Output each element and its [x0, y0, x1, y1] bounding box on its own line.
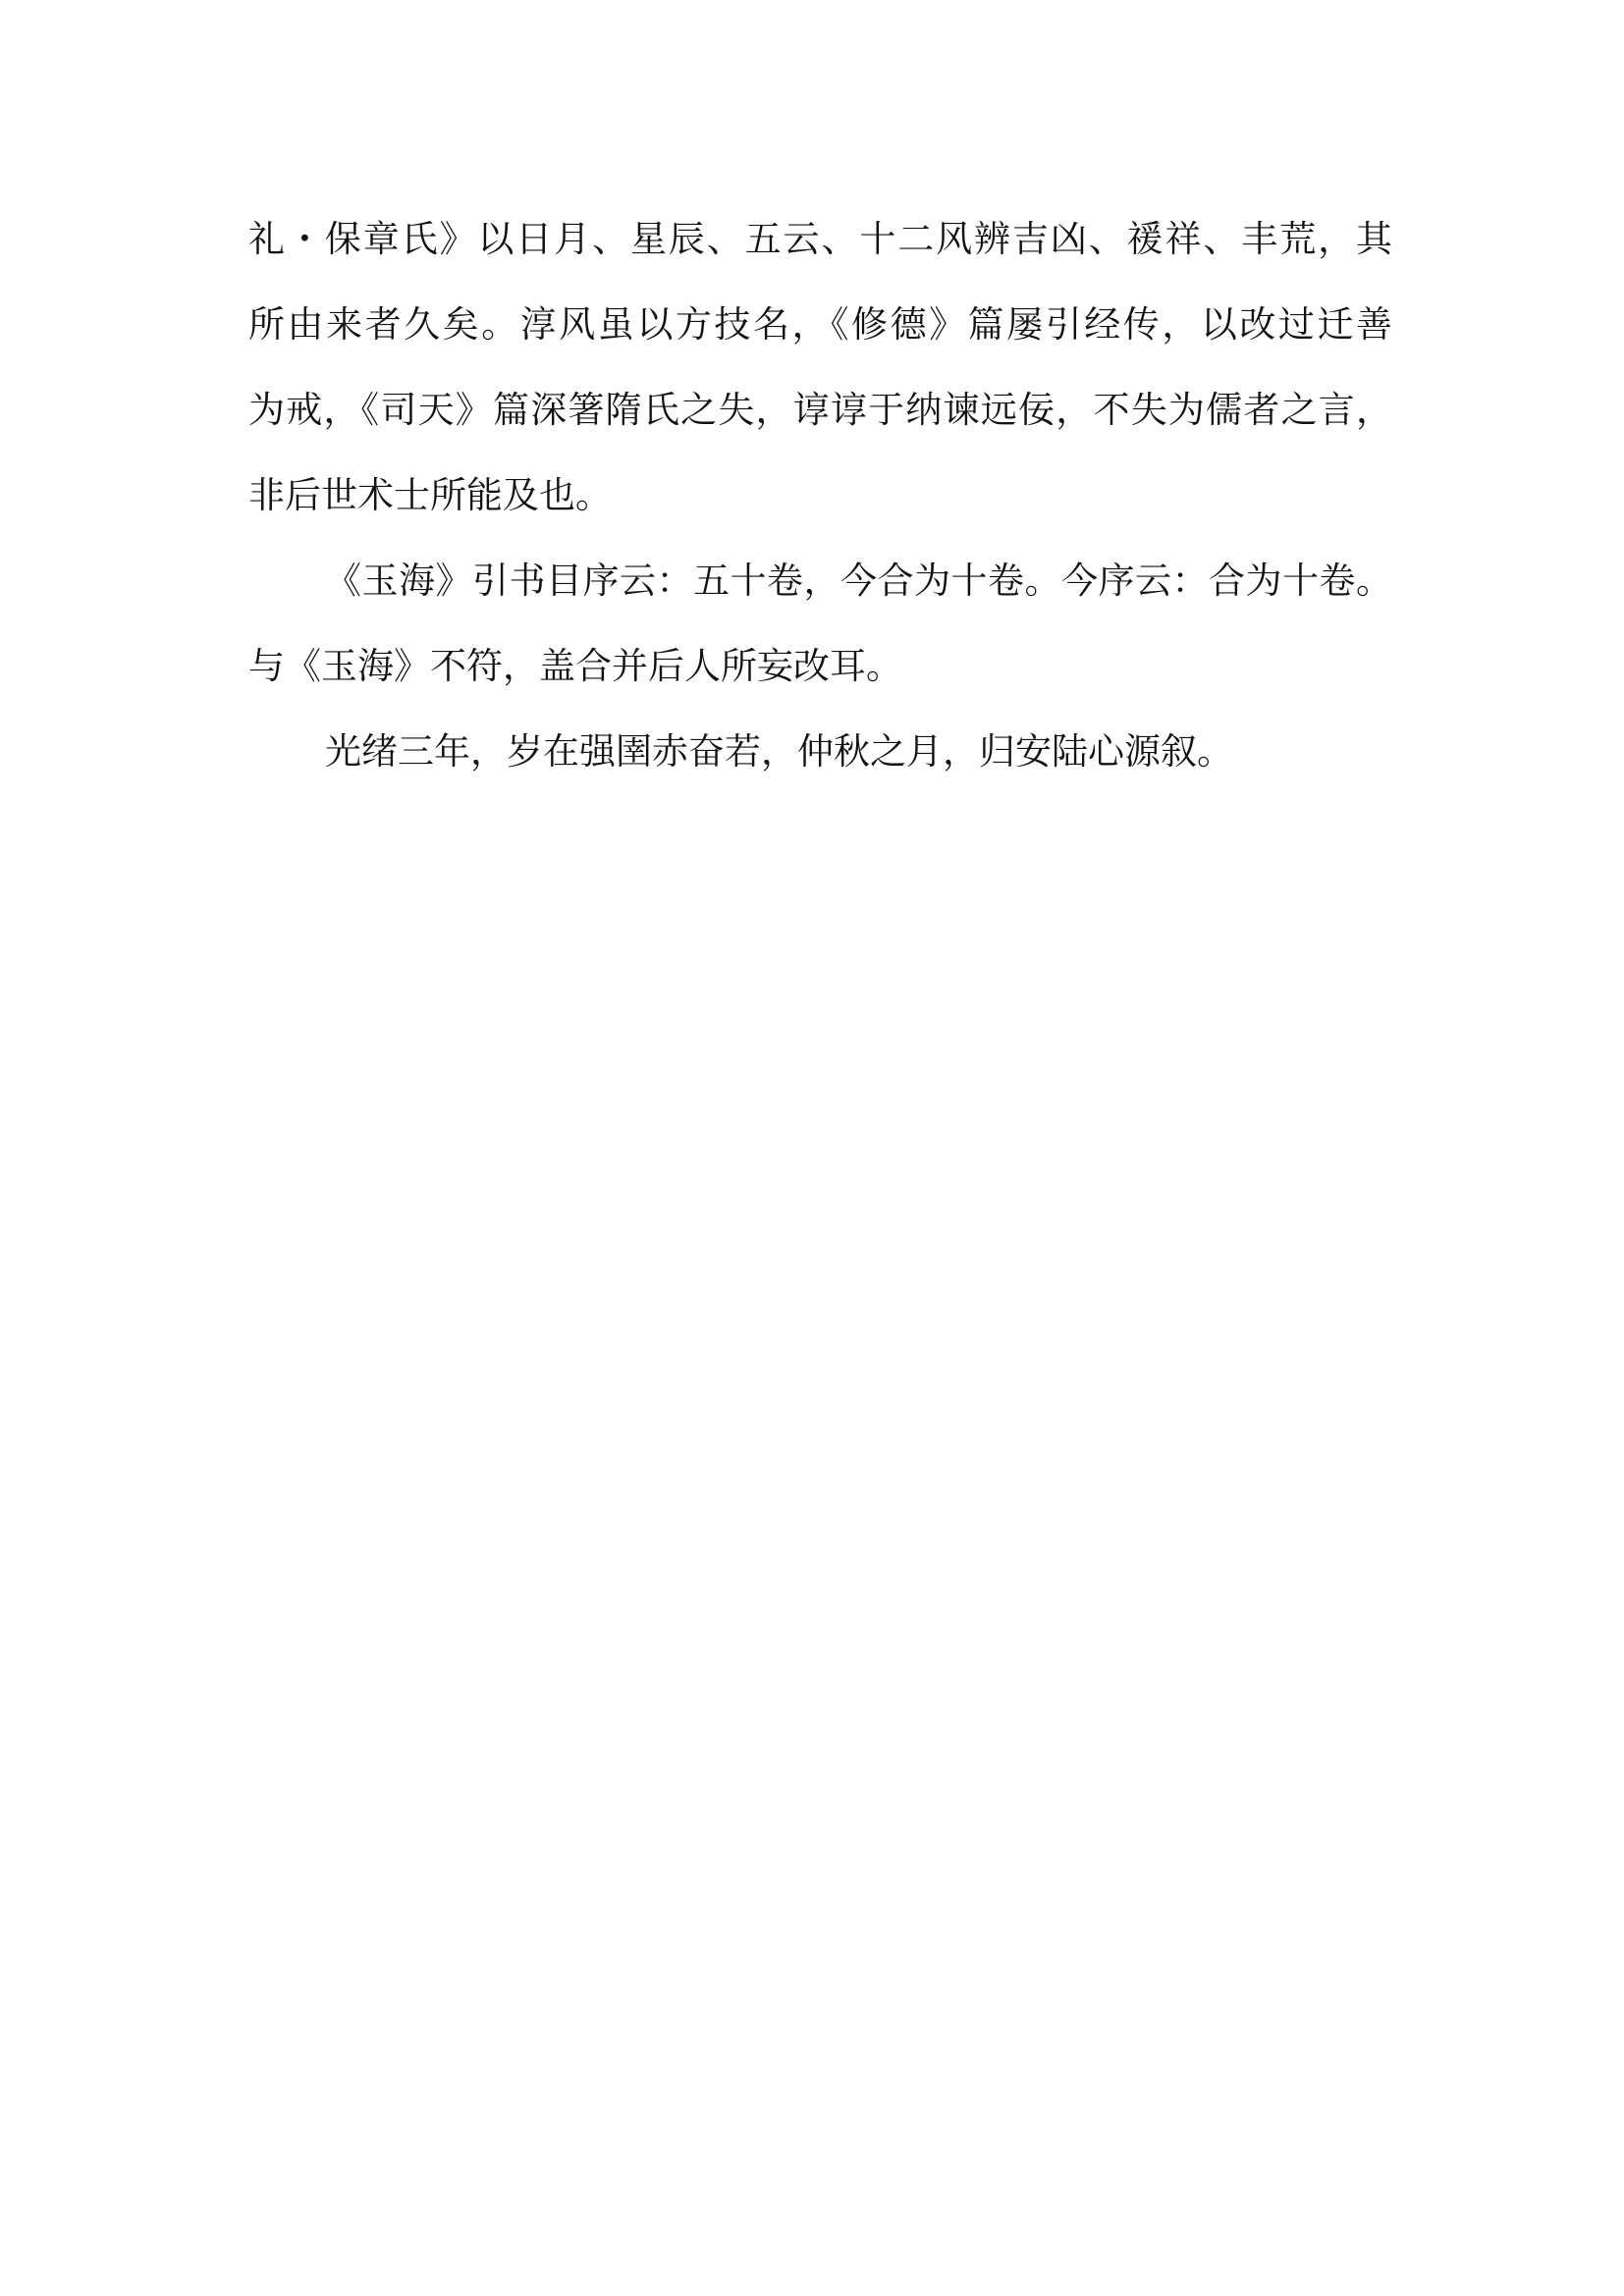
text-line-2: 所由来者久矣。淳风虽以方技名，《修德》篇屡引经传，以改过迁善	[248, 303, 1392, 346]
text-line-7: 光绪三年，岁在强圉赤奋若，仲秋之月，归安陆心源叙。	[325, 730, 1233, 773]
text-line-6: 与《玉海》不符，盖合并后人所妄改耳。	[248, 645, 902, 687]
text-line-5: 《玉海》引书目序云：五十卷，今合为十卷。今序云：合为十卷。	[325, 560, 1392, 602]
body-text	[248, 210, 1392, 808]
text-line-4: 非后世术士所能及也。	[248, 474, 612, 516]
text-line-3: 为戒，《司天》篇深箸隋氏之失，谆谆于纳谏远佞，不失为儒者之言，	[248, 389, 1392, 431]
text-line-1: 礼・保章氏》以日月、星辰、五云、十二风辨吉凶、禐祥、丰荒，其	[248, 218, 1392, 260]
